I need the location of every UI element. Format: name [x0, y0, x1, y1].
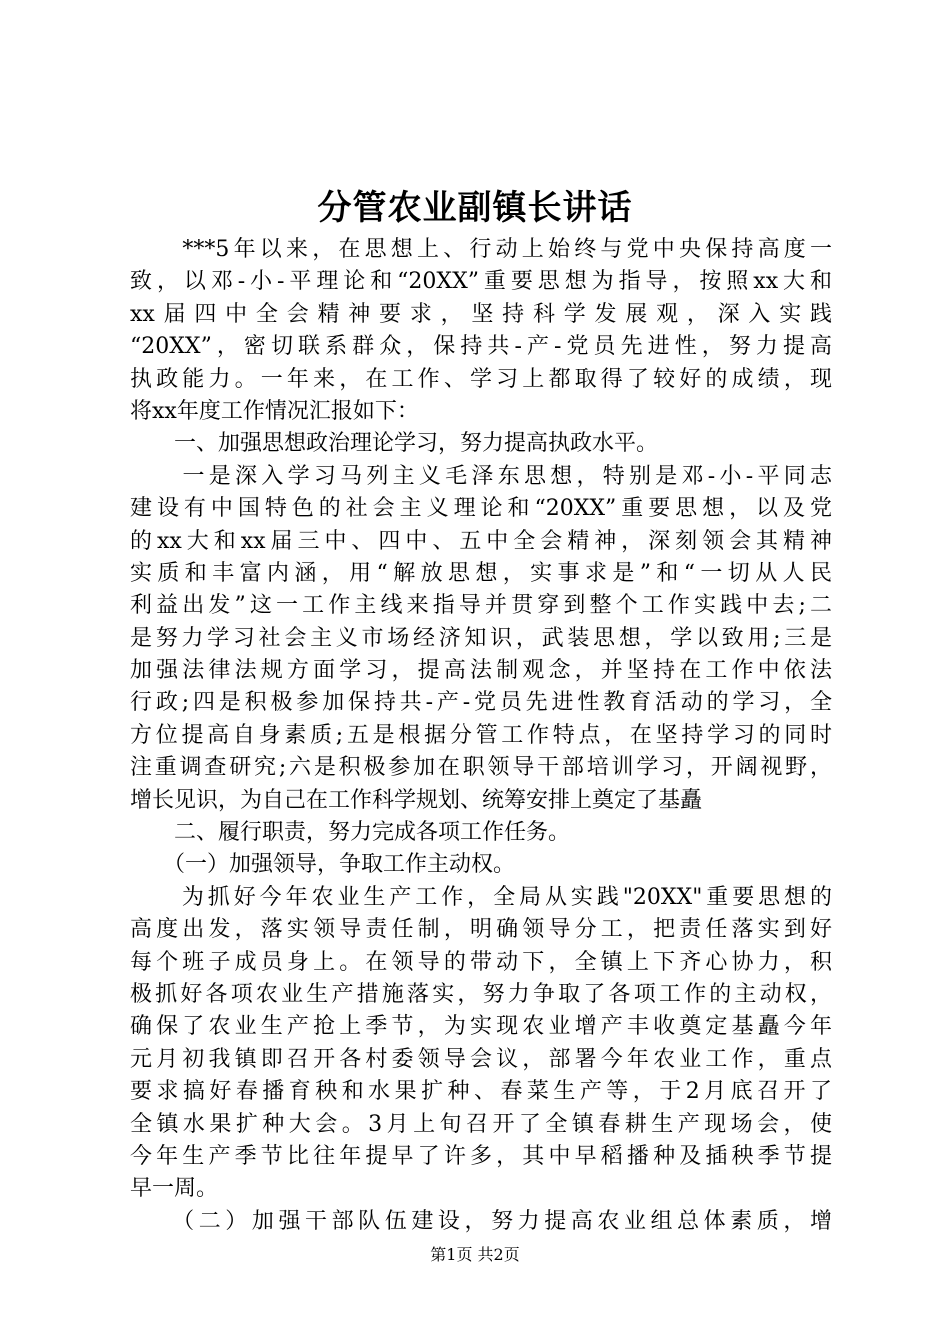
body-line: 全镇水果扩种大会。3月上旬召开了全镇春耕生产现场会，使	[130, 1111, 832, 1137]
body-line: 一是深入学习马列主义毛泽东思想，特别是邓-小-平同志	[130, 463, 832, 489]
body-line: 要求搞好春播育秧和水果扩种、春菜生产等，于2月底召开了	[130, 1079, 832, 1105]
body-line: 增长见识，为自己在工作科学规划、统筹安排上奠定了基矗	[130, 787, 703, 813]
body-line: 利益出发”这一工作主线来指导并贯穿到整个工作实践中去;二	[130, 593, 832, 619]
body-line: 是努力学习社会主义市场经济知识，武装思想，学以致用;三是	[130, 625, 832, 651]
body-line: 为抓好今年农业生产工作，全局从实践"20XX"重要思想的	[130, 884, 832, 910]
page-footer: 第1页 共2页	[430, 1245, 520, 1264]
body-line: 加强法律法规方面学习，提高法制观念，并坚持在工作中依法	[130, 658, 832, 684]
body-line: 今年生产季节比往年提早了许多，其中早稻播种及插秧季节提	[130, 1143, 832, 1169]
body-line: ***5年以来，在思想上、行动上始终与党中央保持高度一	[130, 237, 832, 262]
body-line: 行政;四是积极参加保持共-产-党员先进性教育活动的学习，全	[130, 690, 833, 716]
body-line: 二、履行职责，努力完成各项工作任务。	[130, 820, 571, 846]
body-line: 的xx大和xx届三中、四中、五中全会精神，深刻领会其精神	[130, 528, 832, 554]
body-line: 致，以邓-小-平理论和“20XX”重要思想为指导，按照xx大和	[130, 269, 832, 295]
body-line: 注重调查研究;六是积极参加在职领导干部培训学习，开阔视野，	[130, 755, 832, 781]
body-line: 极抓好各项农业生产措施落实，努力争取了各项工作的主动权，	[130, 981, 832, 1007]
body-line: 每个班子成员身上。在领导的带动下，全镇上下齐心协力，积	[130, 949, 832, 975]
body-line: 建设有中国特色的社会主义理论和“20XX”重要思想，以及党	[130, 496, 832, 522]
document-title: 分管农业副镇长讲话	[317, 188, 633, 228]
body-line: 实质和丰富内涵，用“解放思想，实事求是”和“一切从人民	[130, 560, 832, 586]
body-line: 一、加强思想政治理论学习，努力提高执政水平。	[130, 431, 659, 457]
body-line: （一）加强领导，争取工作主动权。	[130, 852, 516, 878]
body-line: 早一周。	[130, 1176, 219, 1202]
body-line: xx届四中全会精神要求，坚持科学发展观，深入实践	[130, 301, 832, 327]
body-line: 高度出发，落实领导责任制，明确领导分工，把责任落实到好	[130, 917, 832, 943]
body-line: （二）加强干部队伍建设，努力提高农业组总体素质，增	[130, 1208, 832, 1234]
document-body	[130, 234, 832, 1238]
body-line: 执政能力。一年来，在工作、学习上都取得了较好的成绩，现	[130, 366, 832, 392]
body-line: 元月初我镇即召开各村委领导会议，部署今年农业工作，重点	[130, 1046, 832, 1072]
body-line: “20XX”，密切联系群众，保持共-产-党员先进性，努力提高	[130, 334, 832, 360]
body-line: 将xx年度工作情况汇报如下：	[130, 398, 419, 424]
body-line: 确保了农业生产抢上季节，为实现农业增产丰收奠定基矗今年	[130, 1014, 832, 1040]
body-line: 方位提高自身素质;五是根据分管工作特点，在坚持学习的同时	[130, 722, 832, 748]
